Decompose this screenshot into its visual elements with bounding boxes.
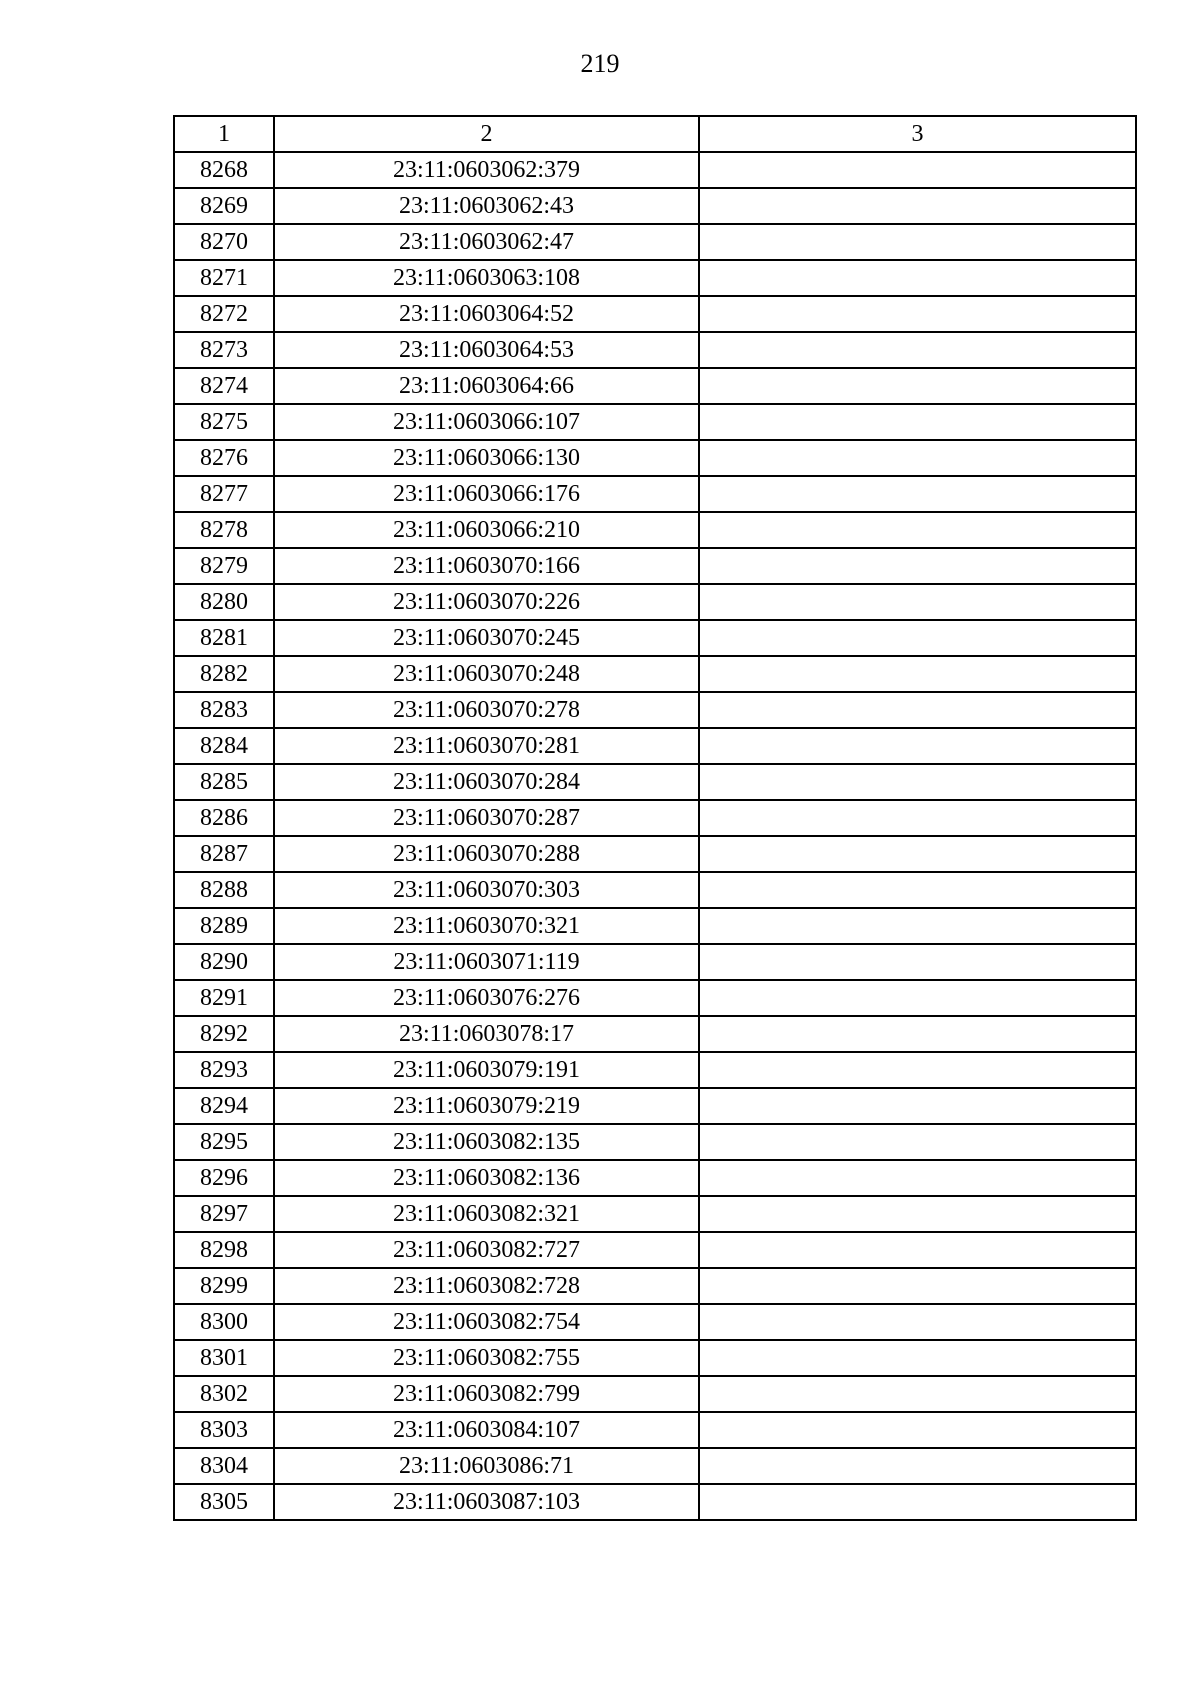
- note-cell: [699, 1124, 1136, 1160]
- note-cell: [699, 1052, 1136, 1088]
- row-number-cell: 8301: [174, 1340, 274, 1376]
- column-header-1: 1: [174, 116, 274, 152]
- table-row: [174, 728, 1136, 764]
- cadastral-number-cell: 23:11:0603063:108: [274, 260, 699, 296]
- table-row: [174, 836, 1136, 872]
- table-row: [174, 908, 1136, 944]
- note-cell: [699, 800, 1136, 836]
- note-cell: [699, 548, 1136, 584]
- note-cell: [699, 1340, 1136, 1376]
- note-cell: [699, 224, 1136, 260]
- cadastral-number-cell: 23:11:0603082:728: [274, 1268, 699, 1304]
- row-number-cell: 8279: [174, 548, 274, 584]
- row-number-cell: 8278: [174, 512, 274, 548]
- table-row: [174, 584, 1136, 620]
- table-row: [174, 296, 1136, 332]
- note-cell: [699, 1376, 1136, 1412]
- table-row: [174, 1124, 1136, 1160]
- note-cell: [699, 944, 1136, 980]
- table-row: [174, 1016, 1136, 1052]
- table-row: [174, 944, 1136, 980]
- cadastral-number-cell: 23:11:0603064:66: [274, 368, 699, 404]
- note-cell: [699, 620, 1136, 656]
- row-number-cell: 8273: [174, 332, 274, 368]
- cadastral-number-cell: 23:11:0603062:47: [274, 224, 699, 260]
- row-number-cell: 8294: [174, 1088, 274, 1124]
- row-number-cell: 8290: [174, 944, 274, 980]
- cadastral-number-cell: 23:11:0603079:219: [274, 1088, 699, 1124]
- table-row: [174, 224, 1136, 260]
- cadastral-number-cell: 23:11:0603064:52: [274, 296, 699, 332]
- note-cell: [699, 692, 1136, 728]
- cadastral-number-cell: 23:11:0603066:107: [274, 404, 699, 440]
- table-row: [174, 1304, 1136, 1340]
- note-cell: [699, 188, 1136, 224]
- row-number-cell: 8304: [174, 1448, 274, 1484]
- table-row: [174, 1484, 1136, 1520]
- note-cell: [699, 1304, 1136, 1340]
- table-row: [174, 1376, 1136, 1412]
- note-cell: [699, 1160, 1136, 1196]
- row-number-cell: 8292: [174, 1016, 274, 1052]
- column-header-3: 3: [699, 116, 1136, 152]
- cadastral-number-cell: 23:11:0603070:248: [274, 656, 699, 692]
- row-number-cell: 8287: [174, 836, 274, 872]
- cadastral-number-cell: 23:11:0603070:303: [274, 872, 699, 908]
- cadastral-number-cell: 23:11:0603078:17: [274, 1016, 699, 1052]
- table-row: [174, 476, 1136, 512]
- table-row: [174, 1340, 1136, 1376]
- row-number-cell: 8289: [174, 908, 274, 944]
- row-number-cell: 8274: [174, 368, 274, 404]
- row-number-cell: 8272: [174, 296, 274, 332]
- cadastral-number-cell: 23:11:0603070:166: [274, 548, 699, 584]
- table-row: [174, 1052, 1136, 1088]
- cadastral-number-cell: 23:11:0603070:226: [274, 584, 699, 620]
- table-row: [174, 764, 1136, 800]
- note-cell: [699, 512, 1136, 548]
- cadastral-number-cell: 23:11:0603082:727: [274, 1232, 699, 1268]
- cadastral-number-cell: 23:11:0603070:321: [274, 908, 699, 944]
- note-cell: [699, 584, 1136, 620]
- column-header-2: 2: [274, 116, 699, 152]
- cadastral-number-cell: 23:11:0603070:281: [274, 728, 699, 764]
- table-row: [174, 1160, 1136, 1196]
- row-number-cell: 8282: [174, 656, 274, 692]
- table-row: [174, 512, 1136, 548]
- row-number-cell: 8283: [174, 692, 274, 728]
- cadastral-number-cell: 23:11:0603066:176: [274, 476, 699, 512]
- row-number-cell: 8284: [174, 728, 274, 764]
- cadastral-number-cell: 23:11:0603082:754: [274, 1304, 699, 1340]
- cadastral-number-cell: 23:11:0603082:321: [274, 1196, 699, 1232]
- row-number-cell: 8276: [174, 440, 274, 476]
- table-row: [174, 656, 1136, 692]
- table-row: [174, 332, 1136, 368]
- header-row: [174, 116, 1136, 152]
- row-number-cell: 8288: [174, 872, 274, 908]
- cadastral-number-cell: 23:11:0603062:379: [274, 152, 699, 188]
- note-cell: [699, 1088, 1136, 1124]
- cadastral-number-cell: 23:11:0603066:210: [274, 512, 699, 548]
- note-cell: [699, 764, 1136, 800]
- table-row: [174, 692, 1136, 728]
- note-cell: [699, 836, 1136, 872]
- note-cell: [699, 476, 1136, 512]
- cadastral-number-cell: 23:11:0603082:799: [274, 1376, 699, 1412]
- row-number-cell: 8298: [174, 1232, 274, 1268]
- note-cell: [699, 1268, 1136, 1304]
- table-row: [174, 404, 1136, 440]
- row-number-cell: 8299: [174, 1268, 274, 1304]
- note-cell: [699, 296, 1136, 332]
- table-header: [174, 116, 1136, 152]
- table-body: [174, 152, 1136, 1520]
- table-row: [174, 1412, 1136, 1448]
- table-row: [174, 548, 1136, 584]
- row-number-cell: 8271: [174, 260, 274, 296]
- cadastral-number-cell: 23:11:0603082:136: [274, 1160, 699, 1196]
- cadastral-number-cell: 23:11:0603062:43: [274, 188, 699, 224]
- cadastral-number-cell: 23:11:0603070:287: [274, 800, 699, 836]
- note-cell: [699, 872, 1136, 908]
- cadastral-number-cell: 23:11:0603082:755: [274, 1340, 699, 1376]
- cadastral-number-cell: 23:11:0603070:278: [274, 692, 699, 728]
- row-number-cell: 8269: [174, 188, 274, 224]
- table-row: [174, 1232, 1136, 1268]
- note-cell: [699, 1196, 1136, 1232]
- row-number-cell: 8270: [174, 224, 274, 260]
- cadastral-number-cell: 23:11:0603071:119: [274, 944, 699, 980]
- table-row: [174, 872, 1136, 908]
- row-number-cell: 8295: [174, 1124, 274, 1160]
- table-row: [174, 440, 1136, 476]
- note-cell: [699, 728, 1136, 764]
- page-number: 219: [580, 49, 620, 78]
- table-row: [174, 1268, 1136, 1304]
- table-row: [174, 1196, 1136, 1232]
- row-number-cell: 8293: [174, 1052, 274, 1088]
- row-number-cell: 8277: [174, 476, 274, 512]
- row-number-cell: 8275: [174, 404, 274, 440]
- row-number-cell: 8286: [174, 800, 274, 836]
- note-cell: [699, 1232, 1136, 1268]
- note-cell: [699, 260, 1136, 296]
- row-number-cell: 8280: [174, 584, 274, 620]
- table-row: [174, 152, 1136, 188]
- row-number-cell: 8297: [174, 1196, 274, 1232]
- table-row: [174, 188, 1136, 224]
- table-row: [174, 260, 1136, 296]
- cadastral-number-cell: 23:11:0603076:276: [274, 980, 699, 1016]
- table-row: [174, 620, 1136, 656]
- cadastral-number-cell: 23:11:0603070:245: [274, 620, 699, 656]
- cadastral-number-cell: 23:11:0603070:284: [274, 764, 699, 800]
- cadastral-number-cell: 23:11:0603082:135: [274, 1124, 699, 1160]
- note-cell: [699, 368, 1136, 404]
- note-cell: [699, 1448, 1136, 1484]
- note-cell: [699, 404, 1136, 440]
- row-number-cell: 8305: [174, 1484, 274, 1520]
- cadastral-table: [173, 115, 1137, 1521]
- row-number-cell: 8281: [174, 620, 274, 656]
- cadastral-number-cell: 23:11:0603086:71: [274, 1448, 699, 1484]
- cadastral-number-cell: 23:11:0603064:53: [274, 332, 699, 368]
- note-cell: [699, 980, 1136, 1016]
- cadastral-number-cell: 23:11:0603087:103: [274, 1484, 699, 1520]
- row-number-cell: 8268: [174, 152, 274, 188]
- row-number-cell: 8296: [174, 1160, 274, 1196]
- row-number-cell: 8285: [174, 764, 274, 800]
- cadastral-number-cell: 23:11:0603066:130: [274, 440, 699, 476]
- table-row: [174, 980, 1136, 1016]
- note-cell: [699, 152, 1136, 188]
- note-cell: [699, 1484, 1136, 1520]
- table-row: [174, 1448, 1136, 1484]
- row-number-cell: 8303: [174, 1412, 274, 1448]
- note-cell: [699, 1016, 1136, 1052]
- note-cell: [699, 332, 1136, 368]
- cadastral-number-cell: 23:11:0603079:191: [274, 1052, 699, 1088]
- cadastral-number-cell: 23:11:0603070:288: [274, 836, 699, 872]
- row-number-cell: 8302: [174, 1376, 274, 1412]
- table-row: [174, 368, 1136, 404]
- row-number-cell: 8291: [174, 980, 274, 1016]
- table-row: [174, 800, 1136, 836]
- note-cell: [699, 656, 1136, 692]
- cadastral-number-cell: 23:11:0603084:107: [274, 1412, 699, 1448]
- note-cell: [699, 440, 1136, 476]
- note-cell: [699, 908, 1136, 944]
- note-cell: [699, 1412, 1136, 1448]
- row-number-cell: 8300: [174, 1304, 274, 1340]
- table-row: [174, 1088, 1136, 1124]
